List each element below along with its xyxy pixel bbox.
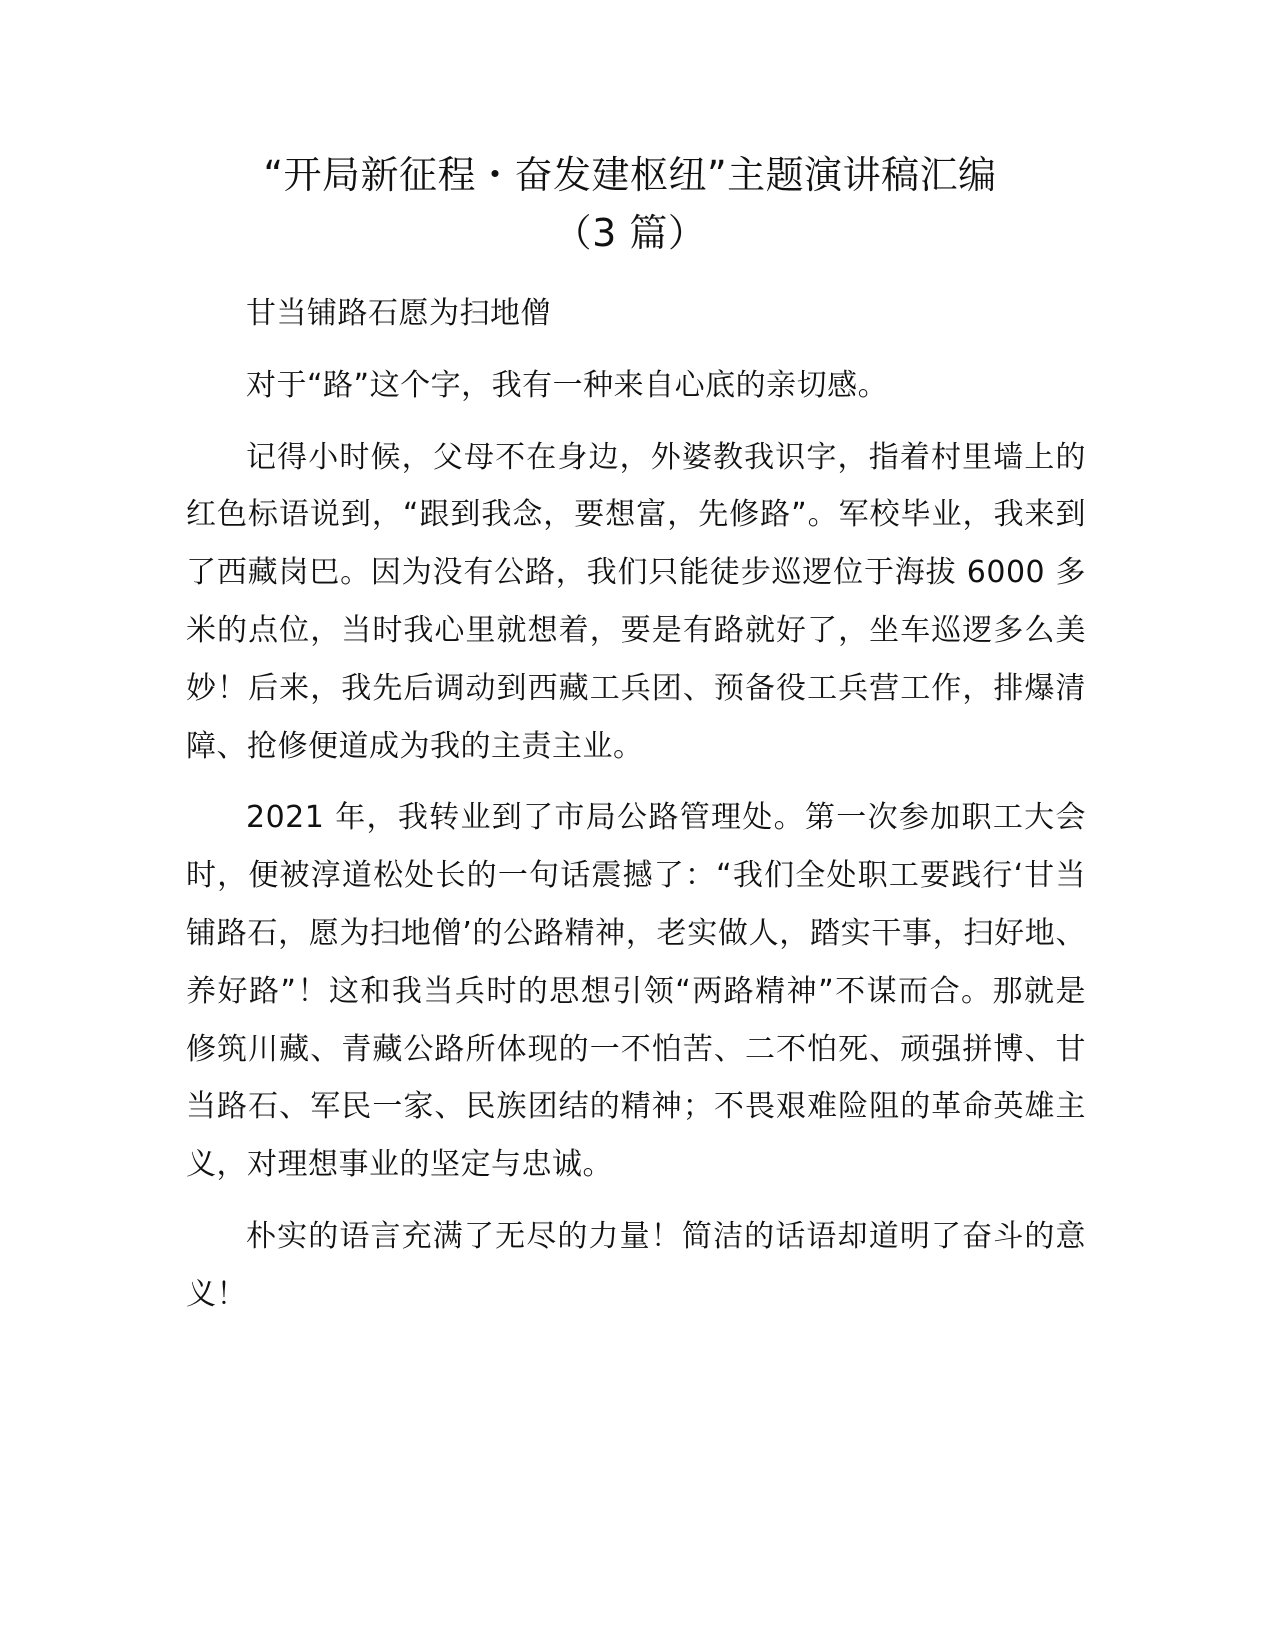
paragraph-4: 朴实的语言充满了无尽的力量！简洁的话语却道明了奋斗的意义！ bbox=[186, 1218, 1086, 1312]
title-line-2: （3 篇） bbox=[553, 211, 707, 255]
paragraph-1: 对于“路”这个字，我有一种来自心底的亲切感。 bbox=[246, 367, 889, 403]
paragraph-3: 2021 年，我转业到了市局公路管理处。第一次参加职工大会时，便被淳道松处长的一句话震撼了：“我们全处职工要践行‘甘当铺路石，愿为扫地僧’的公路精神，老实做人，踏实干事，扫好地、养好路”！这和我当兵时的思想引领“两路精神”不谋而合。那就是修筑川藏、青藏公路所体现的一不怕苦、二不怕死、顽强拼博、甘当路石、军民一家、民族团结的精神；不畏艰难险阻的革命英雄主义，对理想事业的坚定与忠诚。 bbox=[186, 800, 1086, 1183]
document-title bbox=[180, 146, 1080, 262]
section-title: 甘当铺路石愿为扫地僧 bbox=[246, 296, 551, 331]
paragraph-2: 记得小时候，父母不在身边，外婆教我识字，指着村里墙上的红色标语说到，“跟到我念，要想富，先修路”。军校毕业，我来到了西藏岗巴。因为没有公路，我们只能徒步巡逻位于海拔 6000 多米的点位，当时我心里就想着，要是有路就好了，坐车巡逻多么美妙！后来，我先后调动到西藏工兵团、预备役工兵营工作，排爆清障、抢修便道成为我的主责主业。 bbox=[186, 439, 1086, 764]
document-body bbox=[186, 285, 1086, 1338]
title-line-1: “开局新征程・奋发建枢纽”主题演讲稿汇编 bbox=[263, 153, 997, 197]
